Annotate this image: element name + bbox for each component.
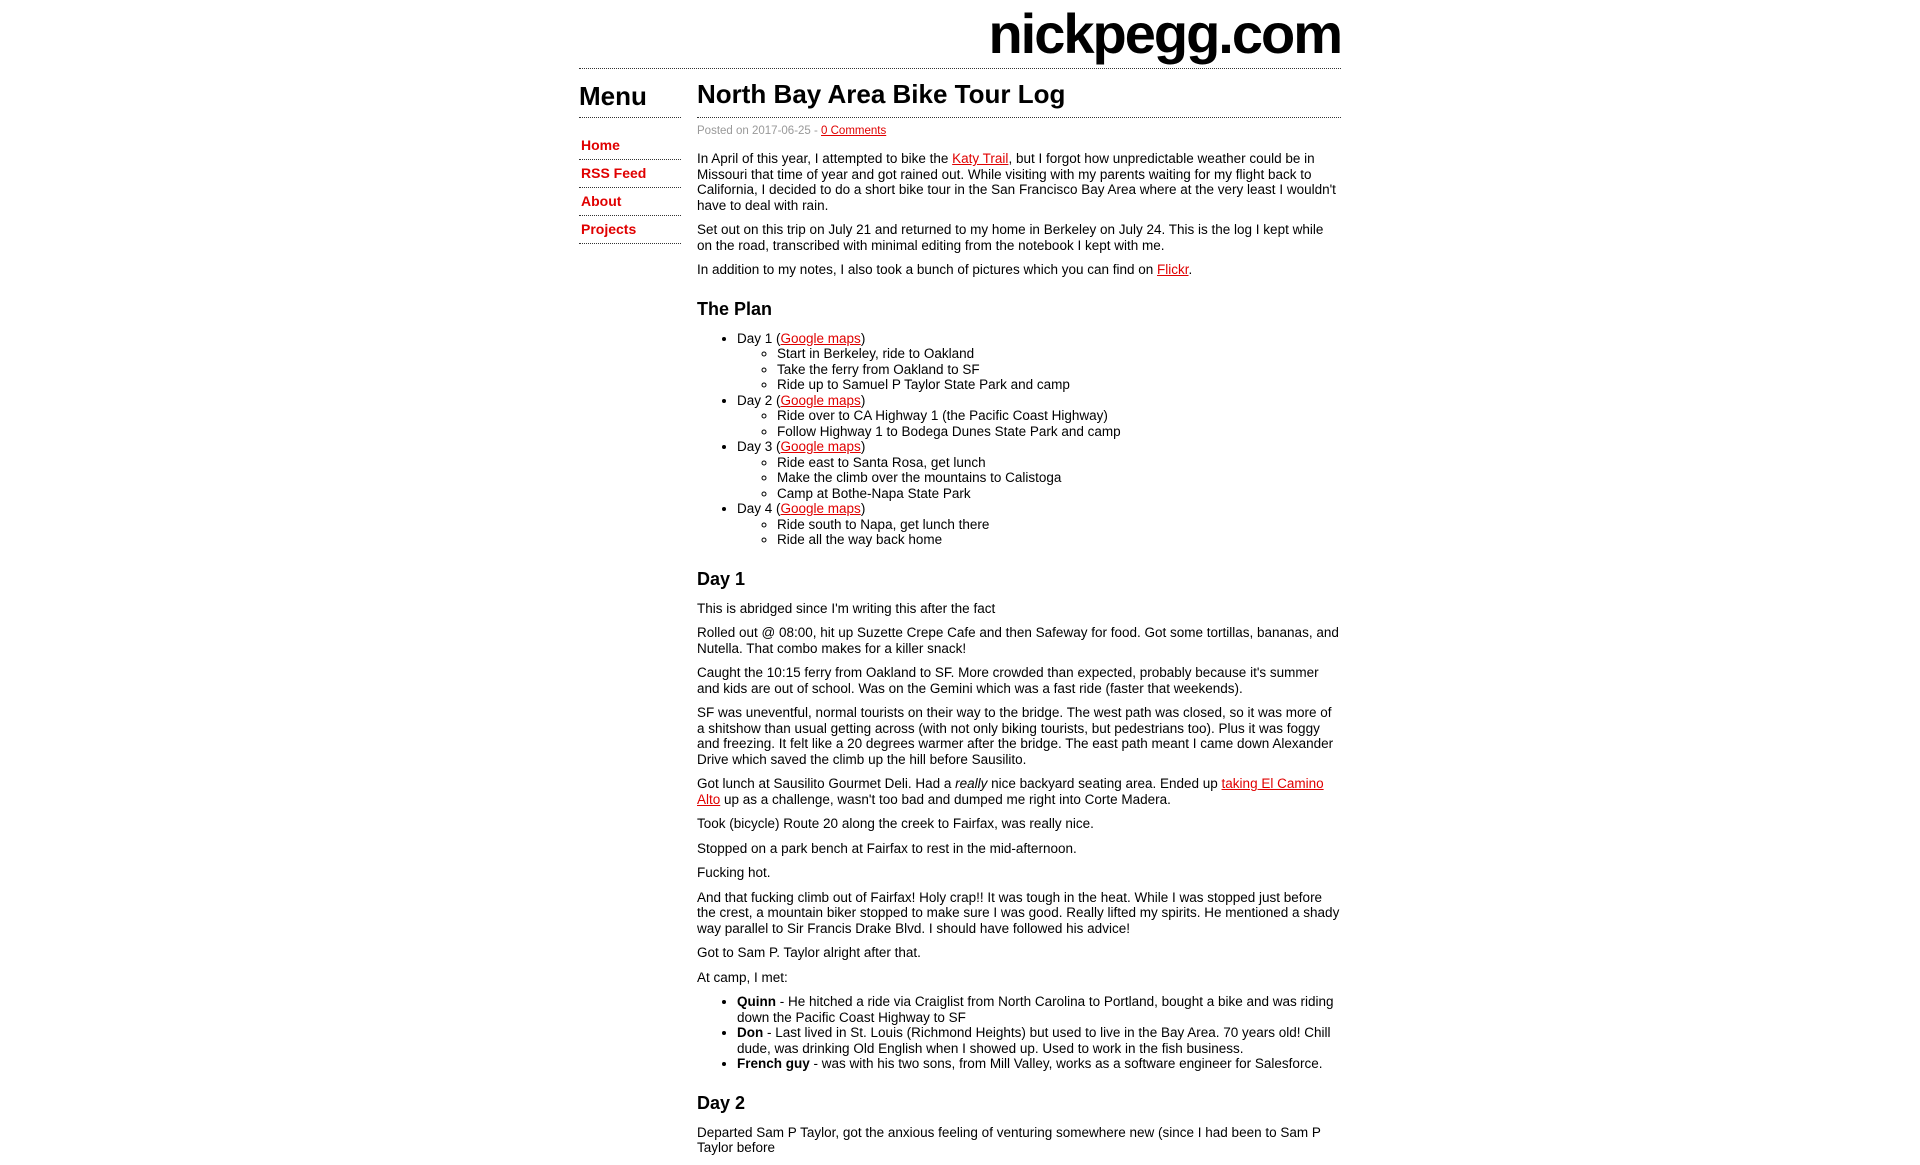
list-item: [777, 470, 1341, 486]
text-run: .: [1188, 262, 1193, 278]
list-item: [737, 1056, 1341, 1072]
paragraph: [697, 222, 1341, 253]
list-item: [777, 486, 1341, 502]
paragraph: [697, 625, 1341, 656]
content-columns: [579, 69, 1341, 1164]
text-run: And that fucking climb out of Fairfax! Holy crap!! It was tough in the heat. While I was stopped just before the crest, a mountain biker stopped to make sure I was good. Really lifted my spirits. He mentioned a shady way parallel to Sir Francis Drake Blvd. I should have followed his advice!: [697, 889, 1340, 936]
list-item: [777, 455, 1341, 471]
paragraph: [697, 945, 1341, 961]
list-item: [737, 439, 1341, 501]
list-item: [737, 994, 1341, 1025]
projects-link[interactable]: Projects: [581, 221, 637, 238]
text-run: Ride over to CA Highway 1 (the Pacific Coast Highway): [777, 408, 1108, 424]
inline-link[interactable]: Flickr: [1157, 262, 1189, 278]
text-run: Day 1 (: [737, 330, 781, 346]
page-container: [579, 0, 1341, 1165]
paragraph: [697, 865, 1341, 881]
inline-link[interactable]: Google maps: [780, 392, 861, 408]
text-run: Caught the 10:15 ferry from Oakland to SF. More crowded than expected, probably because it's summer and kids are out of school. Was on the Gemini which was a fast ride (faster that weekends).: [697, 665, 1319, 696]
list-item: [777, 424, 1341, 440]
paragraph: [697, 705, 1341, 767]
site-title-link[interactable]: nickpegg.com: [988, 2, 1341, 65]
text-run: ): [860, 501, 866, 517]
site-header: [579, 0, 1341, 69]
paragraph: [697, 970, 1341, 986]
paragraph: [697, 841, 1341, 857]
inline-link[interactable]: taking El Camino Alto: [697, 776, 1324, 807]
text-run: ): [860, 330, 866, 346]
text-run: SF was uneventful, normal tourists on their way to the bridge. The west path was closed, so it was more of a shitshow than usual getting across (with not only biking tourists, but pedestrians too). Plus it was foggy and freezing. It felt like a 20 degrees warmer after the bridge. The east path meant I came down Alexander Drive which saved the climb up the hill before Sausilito.: [697, 705, 1334, 767]
bullet-list: [737, 455, 1341, 502]
text-run: Ride south to Napa, get lunch there: [777, 516, 990, 532]
text-run: Make the climb over the mountains to Calistoga: [777, 470, 1062, 486]
text-run: Stopped on a park bench at Fairfax to rest in the mid-afternoon.: [697, 840, 1077, 856]
text-run: Ride east to Santa Rosa, get lunch: [777, 454, 986, 470]
paragraph: [697, 601, 1341, 617]
text-run: In addition to my notes, I also took a bunch of pictures which you can find on: [697, 262, 1158, 278]
text-run: Set out on this trip on July 21 and returned to my home in Berkeley on July 24. This is the log I kept while on the road, transcribed with minimal editing from the notebook I kept with me.: [697, 222, 1324, 253]
italic-text: really: [955, 776, 988, 792]
list-item: [737, 331, 1341, 393]
article-title: North Bay Area Bike Tour Log: [697, 79, 1341, 118]
home-link[interactable]: Home: [581, 137, 620, 154]
inline-link[interactable]: Google maps: [780, 501, 861, 517]
paragraph: [697, 890, 1341, 937]
text-run: Ride up to Samuel P Taylor State Park and camp: [777, 377, 1070, 393]
text-run: Start in Berkeley, ride to Oakland: [777, 346, 975, 362]
article-body: [697, 151, 1341, 1155]
sidebar-item-rss-feed: [579, 160, 681, 188]
text-run: Follow Highway 1 to Bodega Dunes State Park and camp: [777, 423, 1121, 439]
text-run: - was with his two sons, from Mill Valley, works as a software engineer for Salesforce.: [809, 1056, 1323, 1072]
list-item: [737, 393, 1341, 440]
comments-link[interactable]: 0 Comments: [821, 125, 887, 138]
rss-feed-link[interactable]: RSS Feed: [581, 165, 647, 182]
text-run: Day 2 (: [737, 392, 781, 408]
bold-text: French guy: [737, 1056, 810, 1072]
text-run: In April of this year, I attempted to bike the: [697, 151, 953, 167]
sidebar-item-about: [579, 188, 681, 216]
inline-link[interactable]: Google maps: [780, 439, 861, 455]
list-item: [777, 346, 1341, 362]
bullet-list: [737, 346, 1341, 393]
inline-link[interactable]: Katy Trail: [952, 151, 1009, 167]
text-run: Fucking hot.: [697, 865, 771, 881]
menu-list: [579, 132, 681, 244]
bullet-list: [697, 994, 1341, 1072]
sidebar-item-projects: [579, 216, 681, 244]
bold-text: Don: [737, 1025, 764, 1041]
bullet-list: [697, 331, 1341, 548]
paragraph: [697, 776, 1341, 807]
article-meta: [697, 125, 1341, 137]
text-run: ): [860, 392, 866, 408]
bullet-list: [737, 408, 1341, 439]
text-run: Camp at Bothe-Napa State Park: [777, 485, 971, 501]
text-run: At camp, I met:: [697, 969, 788, 985]
text-run: This is abridged since I'm writing this after the fact: [697, 600, 996, 616]
text-run: Departed Sam P Taylor, got the anxious feeling of venturing somewhere new (since I had been to Sam P Taylor before: [697, 1124, 1321, 1156]
paragraph: [697, 151, 1341, 213]
about-link[interactable]: About: [581, 193, 622, 210]
section-heading: The Plan: [697, 299, 773, 319]
text-run: Take the ferry from Oakland to SF: [777, 361, 980, 377]
menu-heading: Menu: [579, 81, 681, 118]
list-item: [777, 532, 1341, 548]
text-run: , but I forgot how unpredictable weather could be in Missouri that time of year and got rained out. While visiting with my parents waiting for my flight back to California, I decided to do a short bike tour in the San Francisco Bay Area where at the very least I wouldn't have to deal with rain.: [697, 151, 1336, 213]
text-run: - Last lived in St. Louis (Richmond Heights) but used to live in the Bay Area. 70 years old! Chill dude, was drinking Old English when I showed up. Used to work in the fish business.: [737, 1025, 1331, 1056]
paragraph: [697, 665, 1341, 696]
posted-date-text: Posted on 2017-06-25 -: [697, 125, 822, 138]
text-run: - He hitched a ride via Craiglist from North Carolina to Portland, bought a bike and was riding down the Pacific Coast Highway to SF: [737, 994, 1334, 1025]
text-run: Got lunch at Sausilito Gourmet Deli. Had a: [697, 776, 956, 792]
list-item: [737, 501, 1341, 548]
paragraph: [697, 262, 1341, 278]
bold-text: Quinn: [737, 994, 776, 1010]
section-heading: Day 2: [697, 1092, 746, 1113]
list-item: [777, 377, 1341, 393]
sidebar-item-home: [579, 132, 681, 160]
bullet-list: [737, 517, 1341, 548]
text-run: up as a challenge, wasn't too bad and dumped me right into Corte Madera.: [720, 791, 1171, 807]
paragraph: [697, 1125, 1341, 1156]
list-item: [777, 362, 1341, 378]
text-run: Got to Sam P. Taylor alright after that.: [697, 945, 921, 961]
list-item: [777, 517, 1341, 533]
text-run: ): [860, 439, 866, 455]
inline-link[interactable]: Google maps: [780, 330, 861, 346]
list-item: [737, 1025, 1341, 1056]
text-run: Took (bicycle) Route 20 along the creek to Fairfax, was really nice.: [697, 816, 1094, 832]
text-run: Ride all the way back home: [777, 532, 943, 548]
text-run: nice backyard seating area. Ended up: [987, 776, 1222, 792]
list-item: [777, 408, 1341, 424]
section-heading: Day 1: [697, 568, 746, 589]
text-run: Rolled out @ 08:00, hit up Suzette Crepe Cafe and then Safeway for food. Got some tortillas, bananas, and Nutella. That combo makes for a killer snack!: [697, 625, 1339, 656]
site-title: [579, 2, 1341, 66]
sidebar: [579, 69, 681, 244]
main-content: [697, 69, 1341, 1164]
text-run: Day 3 (: [737, 439, 781, 455]
paragraph: [697, 816, 1341, 832]
text-run: Day 4 (: [737, 501, 781, 517]
